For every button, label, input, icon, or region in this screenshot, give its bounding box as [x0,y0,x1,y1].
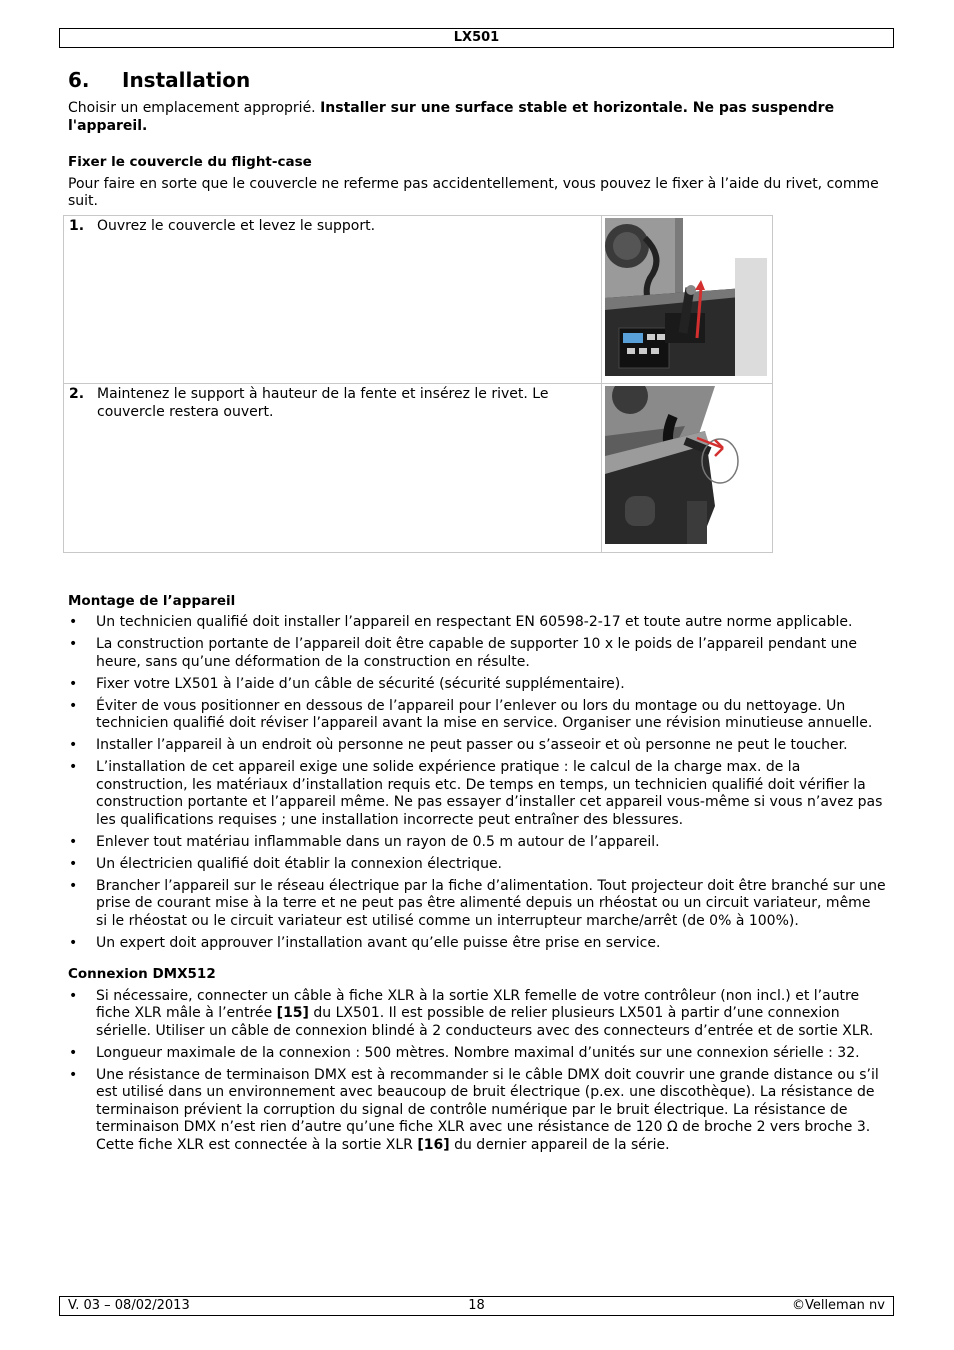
list-item [68,1067,886,1155]
step-number: 1. [69,217,85,234]
list-item [68,988,886,1041]
step-text-cell [64,384,602,553]
list-item: • L’installation de cet appareil exige une solide expérience pratique : le calcul de la charge max. de la construction, les matériaux d’installation requis etc. De temps en temps, un technicien qualifié doit vérifier la construction portante et l’appareil même. Ne pas essayer d’installer cet appareil vous-même si vous n’avez pas les qualifications requises ; une installation incorrecte peut entraîner des blessures. [68,759,886,829]
footer-version: V. 03 – 08/02/2013 [68,1298,190,1313]
list-item: • Installer l’appareil à un endroit où personne ne peut passer ou s’asseoir et où personne ne peut le toucher. [68,737,886,755]
dmx-item1-ref: [15] [276,1005,309,1021]
list-item: • Brancher l’appareil sur le réseau électrique par la fiche d’alimentation. Tout projecteur doit être branché sur une prise de courant mise à la terre et ne peut pas être alimenté depuis un rhéostat ou un circuit variateur, même si le rhéostat ou le circuit variateur est utilisé comme un interrupteur marche/arrêt (de 0% à 100%). [68,878,886,931]
page-content [68,66,886,1159]
intro-plain: Choisir un emplacement approprié. [68,100,321,116]
footer-copyright: ©Velleman nv [791,1298,885,1313]
section-number: 6. [68,68,90,92]
step-text-cell [64,215,602,384]
step-text: Maintenez le support à hauteur de la fente et insérez le rivet. Le couvercle restera ouvert. [97,386,549,420]
list-item: • Fixer votre LX501 à l’aide d’un câble de sécurité (sécurité supplémentaire). [68,676,886,694]
mounting-heading: Montage de l’appareil [68,592,236,609]
list-item: • Un électricien qualifié doit établir la connexion électrique. [68,856,886,874]
flightcase-open-photo [605,218,767,376]
step-image-cell [602,215,773,384]
section-title-text: Installation [122,68,251,92]
step-row [64,384,773,553]
dmx-list [68,988,886,1155]
list-item: • Longueur maximale de la connexion : 500 mètres. Nombre maximal d’unités sur une connexion sérielle : 32. [68,1045,886,1063]
list-item: • La construction portante de l’appareil doit être capable de supporter 10 x le poids de l’appareil pendant une heure, sans qu’une déformation de la construction en résulte. [68,636,886,671]
list-item: • Un expert doit approuver l’installation avant qu’elle puisse être prise en service. [68,935,886,953]
list-item: • Éviter de vous positionner en dessous de l’appareil pour l’enlever ou lors du montage ou du nettoyage. Un technicien qualifié doit réviser l’appareil avant la mise en service. Organiser une révision minutieuse annuelle. [68,698,886,733]
section-title [68,66,886,94]
flightcase-heading: Fixer le couvercle du flight-case [68,154,312,170]
mounting-list [68,614,886,952]
steps-table [63,215,773,553]
list-item: • Un technicien qualifié doit installer l’appareil en respectant EN 60598-2-17 et toute autre norme applicable. [68,614,886,632]
footer-page-number: 18 [468,1298,485,1313]
dmx-item1-a: Si nécessaire, connecter un câble à fiche XLR à la sortie XLR femelle de votre contrôleur (non incl.) et l’autre fiche XLR mâle à l’entrée [96,987,860,1021]
dmx-item1-b: du LX501. Il est possible de relier plusieurs LX501 à partir d’une connexion sérielle. Utiliser un câble de connexion blindé à 2 conducteurs avec des connecteurs d’entrée et de sortie XLR. [96,1005,874,1039]
dmx-heading: Connexion DMX512 [68,966,216,982]
list-item: • Enlever tout matériau inflammable dans un rayon de 0.5 m autour de l’appareil. [68,834,886,852]
step-text: Ouvrez le couvercle et levez le support. [97,217,376,234]
flightcase-rivet-photo [605,386,767,544]
dmx-item3-ref: [16] [417,1136,450,1153]
step-number: 2. [69,386,85,402]
flightcase-text: Pour faire en sorte que le couvercle ne referme pas accidentellement, vous pouvez le fixer à l’aide du rivet, comme suit. [68,175,879,209]
header-model: LX501 [453,30,500,45]
intro-bold: Installer sur une surface stable et horizontale. Ne pas suspendre l'appareil. [68,100,835,134]
page-header [59,28,894,48]
dmx-item3-a: Une résistance de terminaison DMX est à recommander si le câble DMX doit couvrir une grande distance ou s’il est utilisé dans un environnement avec beaucoup de bruit électrique (p.ex. une discothèque). La résistance de terminaison prévient la corruption du signal de contrôle numérique par le bruit électrique. La résistance de terminaison DMX n’est rien d’autre qu’une fiche XLR avec une résistance de 120 Ω de broche 2 vers broche 3. Cette fiche XLR est connectée à la sortie XLR [96,1066,879,1153]
intro-paragraph [68,100,886,135]
page-footer [59,1296,894,1316]
dmx-item3-b: du dernier appareil de la série. [449,1136,670,1153]
step-image-cell [602,384,773,553]
step-row [64,215,773,384]
